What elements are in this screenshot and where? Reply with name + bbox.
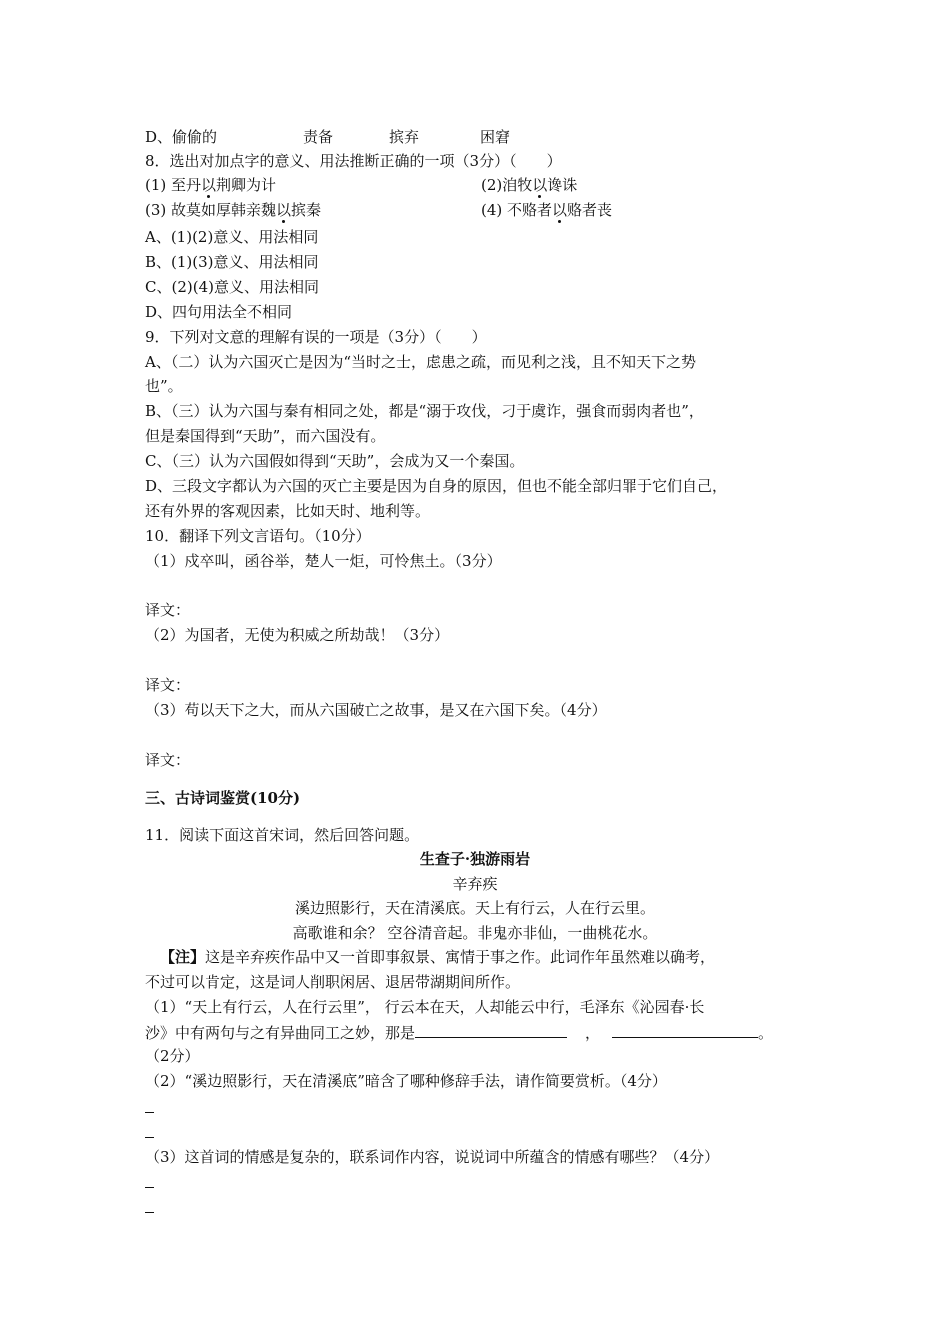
q8-s4-dotted-char: 以 xyxy=(552,201,568,219)
q11-part1-comma: ， xyxy=(585,1024,601,1042)
q8-sentence-4 xyxy=(481,201,612,219)
q9-option-a-line2: 也”。 xyxy=(145,377,183,395)
q9-option-a-line1: A、（二）认为六国灭亡是因为“当时之士，虑患之疏，而见利之浅，且不知天下之势 xyxy=(145,353,697,371)
answer-line[interactable] xyxy=(145,1137,154,1138)
q8-s4-post: 赂者丧 xyxy=(567,201,613,219)
q9-stem: 9．下列对文意的理解有误的一项是（3分）（ ） xyxy=(145,328,487,346)
q8-s2-post: 谗诛 xyxy=(547,176,578,194)
q11-part2: （2）“溪边照影行，天在清溪底”暗含了哪种修辞手法，请作简要赏析。（4分） xyxy=(145,1072,667,1090)
q10-translation-label-1: 译文： xyxy=(145,601,191,619)
answer-blank-2[interactable] xyxy=(612,1023,758,1038)
q8-s2-pre: (2)洎牧 xyxy=(481,176,533,194)
q10-translation-label-2: 译文： xyxy=(145,676,191,694)
q11-part3: （3）这首词的情感是复杂的，联系词作内容，说说词中所蕴含的情感有哪些？（4分） xyxy=(145,1148,720,1166)
q8-s1-pre: (1) 至丹 xyxy=(145,176,202,194)
q10-translation-label-3: 译文： xyxy=(145,751,191,769)
q8-option-c: C、(2)(4)意义、用法相同 xyxy=(145,278,319,296)
note-line-1 xyxy=(160,948,715,966)
answer-blank-1[interactable] xyxy=(415,1023,567,1038)
q11-part1-line1: （1）“天上有行云，人在行云里”， 行云本在天，人却能云中行，毛泽东《沁园春·长 xyxy=(145,998,705,1016)
q8-s1-post: 荆卿为计 xyxy=(216,176,277,194)
q8-sentence-3 xyxy=(145,201,321,219)
q11-part1-line2 xyxy=(145,1023,773,1042)
q8-s3-dotted-char: 以 xyxy=(276,201,292,219)
q8-option-b: B、(1)(3)意义、用法相同 xyxy=(145,253,319,271)
q7-option-d-word4: 困窘 xyxy=(480,128,511,146)
q9-option-b-line2: 但是秦国得到“天助”，而六国没有。 xyxy=(145,427,386,445)
poem-line-1: 溪边照影行，天在清溪底。天上有行云，人在行云里。 xyxy=(294,899,655,917)
q8-sentence-1 xyxy=(145,176,276,194)
q10-sentence-3: （3）苟以天下之大，而从六国破亡之故事，是又在六国下矣。（4分） xyxy=(145,701,607,719)
q10-sentence-1: （1）戍卒叫，函谷举，楚人一炬，可怜焦土。（3分） xyxy=(145,552,502,570)
q11-part1-end: 。 xyxy=(758,1024,774,1042)
answer-line[interactable] xyxy=(145,1212,154,1213)
q8-s3-pre: (3) 故莫如厚韩亲魏 xyxy=(145,201,277,219)
poem-title: 生查子·独游雨岩 xyxy=(419,850,531,868)
poem-author: 辛弃疾 xyxy=(452,875,498,893)
q7-option-d-letter: D、偷偷的 xyxy=(145,128,218,146)
q8-stem: 8．选出对加点字的意义、用法推断正确的一项（3分）（ ） xyxy=(145,152,562,170)
q8-option-a: A、(1)(2)意义、用法相同 xyxy=(145,228,319,246)
q7-option-d-word2: 责备 xyxy=(303,128,334,146)
q8-option-d: D、四句用法全不相同 xyxy=(145,303,293,321)
q8-s1-dotted-char: 以 xyxy=(201,176,217,194)
q11-part1-text: 沙》中有两句与之有异曲同工之妙，那是 xyxy=(145,1024,416,1042)
q10-stem: 10．翻译下列文言语句。（10分） xyxy=(145,527,371,545)
q8-s2-dotted-char: 以 xyxy=(532,176,548,194)
answer-line[interactable] xyxy=(145,1187,154,1188)
note-text-1: 这是辛弃疾作品中又一首即事叙景、寓情于事之作。此词作年虽然难以确考， xyxy=(205,948,716,966)
poem-line-2: 高歌谁和余？ 空谷清音起。非鬼亦非仙，一曲桃花水。 xyxy=(292,924,658,942)
q8-s4-pre: (4) 不赂者 xyxy=(481,201,553,219)
q9-option-d-line1: D、三段文字都认为六国的灭亡主要是因为自身的原因，但也不能全部归罪于它们自己， xyxy=(145,477,728,495)
q7-option-d-word3: 摈弃 xyxy=(389,128,420,146)
q9-option-d-line2: 还有外界的客观因素，比如天时、地利等。 xyxy=(145,502,431,520)
q9-option-b-line1: B、（三）认为六国与秦有相同之处，都是“溺于攻伐，刁于虞诈，强食而弱肉者也”， xyxy=(145,402,704,420)
note-line-2: 不过可以肯定，这是词人削职闲居、退居带湖期间所作。 xyxy=(145,973,521,991)
q9-option-c: C、（三）认为六国假如得到“天助”，会成为又一个秦国。 xyxy=(145,452,525,470)
section-heading: 三、古诗词鉴赏(10分) xyxy=(145,789,301,807)
q10-sentence-2: （2）为国者，无使为积威之所劫哉！（3分） xyxy=(145,626,450,644)
q11-part1-score: （2分） xyxy=(145,1047,200,1065)
q7-option-d xyxy=(145,128,217,146)
q8-sentence-2 xyxy=(481,176,577,194)
q11-stem: 11．阅读下面这首宋词，然后回答问题。 xyxy=(145,826,420,844)
q8-s3-post: 摈秦 xyxy=(291,201,322,219)
note-label: 【注】 xyxy=(160,948,206,966)
answer-line[interactable] xyxy=(145,1112,154,1113)
